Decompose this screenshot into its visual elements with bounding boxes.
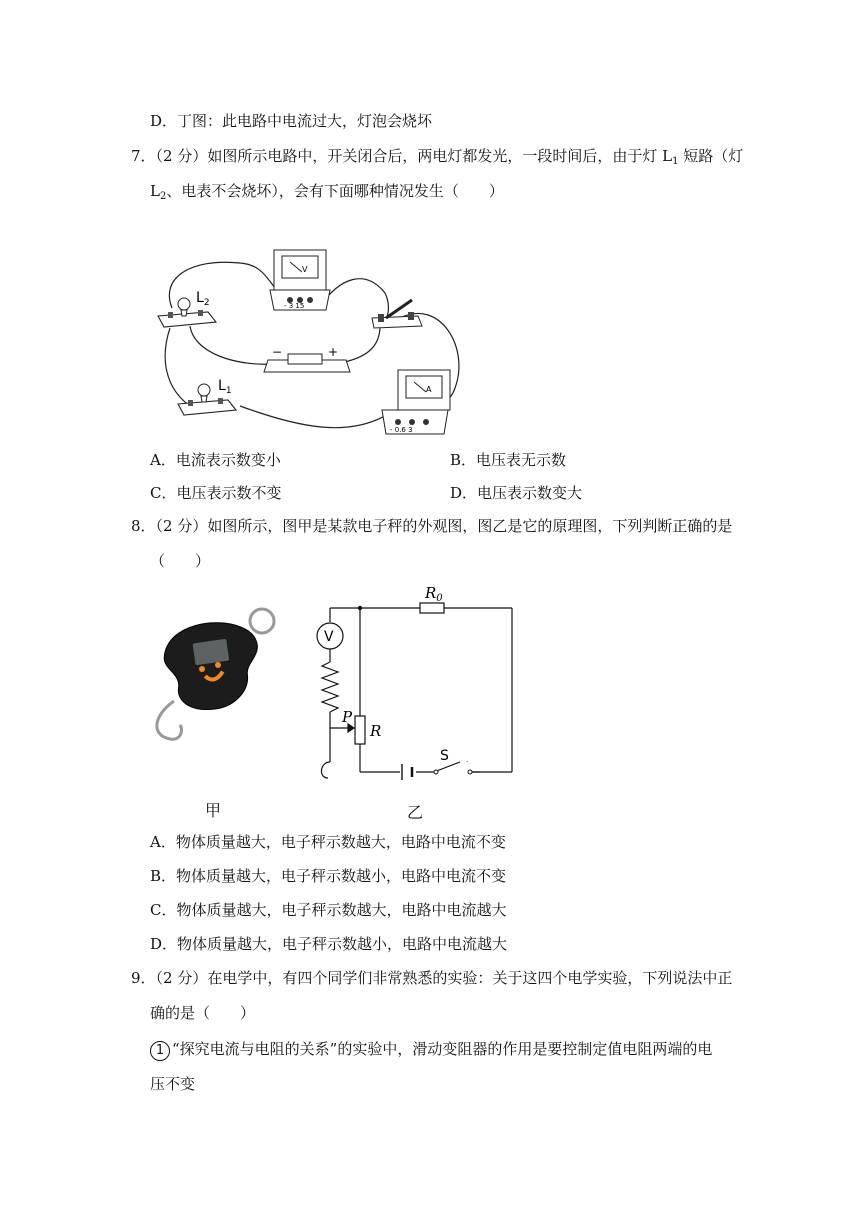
scale-photo-figure — [150, 605, 285, 745]
svg-text:+: + — [328, 345, 339, 359]
q7-option-c[interactable]: C．电压表示数不变 — [150, 484, 282, 502]
svg-text:L2: $L_2$ — [196, 290, 210, 308]
q8-option-b[interactable]: B．物体质量越大，电子秤示数越小，电路中电流不变 — [150, 867, 507, 885]
svg-text:V: V — [324, 629, 334, 645]
voltmeter — [270, 250, 330, 310]
caption-jia: 甲 — [205, 801, 222, 820]
q8-option-a[interactable]: A．物体质量越大，电子秤示数越大，电路中电流不变 — [150, 833, 506, 851]
q9-item1-line1: 1 “探究电流与电阻的关系”的实验中，滑动变阻器的作用是要控制定值电阻两端的电 — [150, 1038, 712, 1061]
q7-option-a[interactable]: A．电流表示数变小 — [150, 451, 281, 469]
q7-stem-line1: 7．（2 分）如图所示电路中，开关闭合后，两电灯都发光，一段时间后，由于灯 $L_1$ 短路（灯 — [131, 147, 744, 167]
q7-option-b[interactable]: B．电压表无示数 — [450, 451, 567, 469]
svg-text:−: − — [272, 345, 283, 359]
ammeter — [382, 370, 450, 434]
q7-option-d[interactable]: D．电压表示数变大 — [450, 484, 583, 502]
q8-option-d[interactable]: D．物体质量越大，电子秤示数越小，电路中电流越大 — [150, 935, 508, 953]
q7-circuit-figure — [150, 238, 480, 443]
q9-stem-line1: 9．（2 分）在电学中，有四个同学们非常熟悉的实验：关于这四个电学实验，下列说法中正 — [131, 969, 733, 987]
circled-number-1: 1 — [150, 1041, 170, 1061]
q7-stem-line2: $L_2$、电表不会烧坏），会有下面哪种情况发生（ ） — [150, 182, 504, 202]
q8-stem-line2: （ ） — [150, 552, 211, 570]
svg-text:S: S — [440, 748, 449, 764]
q8-option-c[interactable]: C．物体质量越大，电子秤示数越大，电路中电流越大 — [150, 901, 507, 919]
svg-text:R0: $R_0$ — [425, 584, 443, 604]
svg-text:R: R — [370, 722, 382, 740]
q6-option-d: D．丁图：此电路中电流过大，灯泡会烧坏 — [150, 112, 433, 130]
svg-text:- 0.6 3: - 0.6 3 — [390, 426, 413, 434]
svg-text:L1: $L_1$ — [218, 378, 232, 396]
q9-item1-line2: 压不变 — [150, 1075, 196, 1093]
scale-circuit-diagram — [300, 582, 525, 782]
svg-text:P: P — [342, 708, 353, 726]
caption-yi: 乙 — [407, 803, 424, 822]
svg-text:- 3 15: - 3 15 — [284, 302, 305, 310]
svg-text:A: A — [426, 385, 432, 394]
svg-text:V: V — [302, 265, 308, 274]
q8-stem-line1: 8．（2 分）如图所示，图甲是某款电子秤的外观图，图乙是它的原理图，下列判断正确的是 — [131, 517, 733, 535]
q9-stem-line2: 确的是（ ） — [150, 1004, 256, 1022]
